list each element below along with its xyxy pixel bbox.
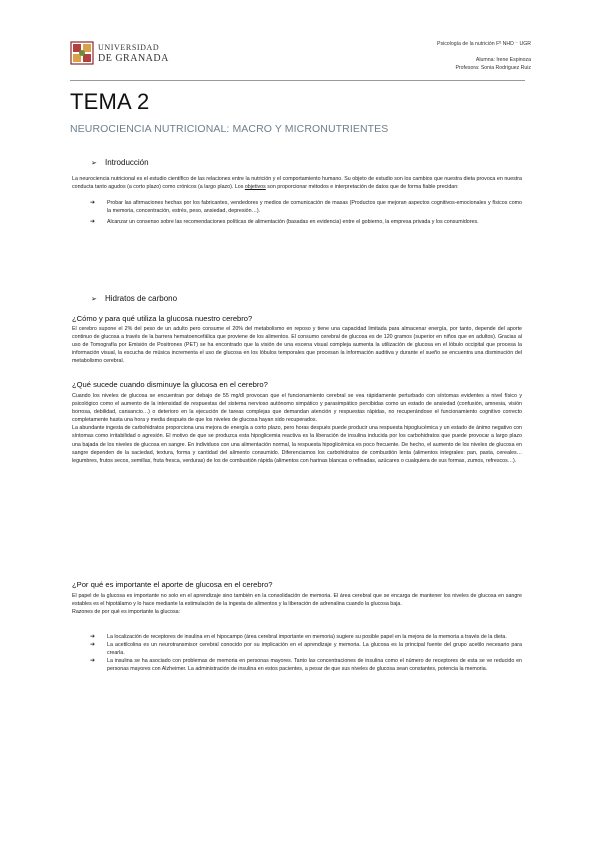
q3-bullet-3: La insulina se ha asociado con problemas de memoria en personas mayores. Tanto las concentraciones de insulina como el número de receptores de esta se ve reducido en personas mayores con Alzheimer. La administración de insulina en estos pacientes, a pesar de que sus niveles de glucosa sean constantes, potencia la memoria. — [107, 658, 522, 673]
q3-bullet-1: La localización de receptores de insulina en el hipocampo (área cerebral importante en memoria) sugiere su posible papel en la mejora de la memoria a través de la dieta. — [107, 634, 507, 640]
section-heading-intro — [91, 158, 149, 167]
university-crest-icon — [70, 41, 94, 65]
intro-heading-text: Introducción — [105, 158, 149, 167]
list-item — [90, 218, 522, 226]
student-label: Alumna: Irene Espinoza — [475, 57, 531, 63]
intro-paragraph — [72, 175, 522, 191]
q3-bullet-list — [90, 633, 522, 673]
q2-text-2: La abundante ingesta de carbohidratos proporciona una mejora de energía a corto plazo, pero horas después puede producir una respuesta hipoglucémica y un estado de ánimo negativo con síntomas como irritabilidad o agresión. El motivo de que se produzca esta hipoglicemia reactiva es la liberación de insulina inducida por los carbohidratos que puede provocar a largo plazo una bajada de los niveles de glucosa en sangre. En individuos con una alimentación normal, la respuesta hipoglicémica es poco frecuente. De hecho, el aumento de los niveles de glucosa en sangre dependen de la saciedad, textura, forma y cantidad del alimento consumido. Diferenciamos los carbohidratos de combustión lenta (alimentos integrales: pan, pasta, cereales… legumbres, frutos secos, semillas, fruta fresca, verduras) de los de combustión rápida (alimentos con harinas blancas o refinadas, azúcares o cualquiera de sus formas, zumos, refrescos…). — [72, 425, 522, 464]
q3-text-1: El papel de la glucosa es importante no solo en el aprendizaje sino también en la consolidación de memoria. El área cerebral que se encarga de mantener los niveles de glucosa en sangre estables es el hipotálamo y lo hace mediante la estimulación de la ingesta de alimentos y la liberación de adrenalina cuando la glucosa baja. — [72, 593, 522, 608]
q1-paragraph — [72, 325, 522, 365]
section-arrow-icon: ➢ — [91, 160, 97, 167]
intro-bullet-list — [90, 199, 522, 226]
bullet-arrow-icon: ➔ — [90, 200, 96, 206]
header-divider — [70, 80, 525, 81]
course-label: Psicología de la nutrición Fº NHD ⁻ UGR — [436, 41, 531, 47]
question-heading-2: ¿Qué sucede cuando disminuye la glucosa en el cerebro? — [72, 380, 268, 389]
list-item — [90, 199, 522, 215]
q2-paragraphs — [72, 392, 522, 465]
list-item — [90, 657, 522, 673]
university-logo — [70, 41, 180, 67]
objectives-link-text: objetivos — [244, 184, 266, 191]
question-heading-3: ¿Por qué es importante el aporte de glucosa en el cerebro? — [72, 580, 273, 589]
q3-text-2: Razones de por qué es importante la glucosa: — [72, 609, 181, 616]
section-arrow-icon: ➢ — [91, 296, 97, 303]
question-heading-1: ¿Cómo y para qué utiliza la glucosa nuestro cerebro? — [72, 314, 253, 323]
bullet-arrow-icon: ➔ — [90, 658, 96, 665]
university-name-line1: UNIVERSIDAD — [98, 43, 160, 52]
carbs-heading-text: Hidratos de carbono — [105, 294, 178, 303]
section-heading-carbs — [91, 294, 177, 303]
intro-p1-end: son proporcionar métodos e interpretación de datos que de forma fiable precidan: — [267, 184, 459, 191]
intro-p1: La neurociencia nutricional es el estudio científico de las relaciones entre la nutrición y el comportamiento humano. Su objeto de estudio son los cambios que nuestra dieta provoca en nuestra conducta tanto agudos (a corto plazo) como crónicos (a largo plazo). Los — [72, 176, 522, 191]
q3-paragraphs — [72, 592, 522, 616]
intro-bullet-2: Alcanzar un consenso sobre las recomendaciones políticas de alimentación (basadas en evidencia) entre el gobierno, la empresa privada y los consumidores. — [107, 219, 479, 226]
q2-text-1: Cuando los niveles de glucosa se encuentran por debajo de 55 mg/dl provocan que el funcionamiento cerebral se vea rápidamente perturbado con síntomas evidentes a nivel físico y psicológico como el aumento de la intensidad de respuestas del sistema nervioso autónomo simpático y parasimpático percibidas como un estado de ansiedad (confusión, amnesia, visión borrosa, debilidad, cansancio…) o deterioro en la ejecución de tareas complejas que demandan atención y respuestas rápidas, no recuperándose el funcionamiento cognitivo correcto completamente hasta una hora y media después de que los niveles de glucosa hayan sido recuperados. — [72, 393, 522, 424]
intro-bullet-1: Probar las afirmaciones hechas por los fabricantes, vendedores y medios de comunicación de masas (Productos que mejoran aspectos cognitivos-emocionales y físicos como la memoria, concentración, estrés, peso, ansiedad, depresión…). — [107, 200, 522, 215]
q3-bullet-2: La acetilcolina es un neurotransmisor cerebral conocido por su implicación en el aprendizaje y memoria. La glucosa es la principal fuente del grupo acetilo necesario para crearla. — [107, 642, 522, 657]
bullet-arrow-icon: ➔ — [90, 642, 96, 649]
bullet-arrow-icon: ➔ — [90, 634, 96, 640]
page-subtitle: NEUROCIENCIA NUTRICIONAL: MACRO Y MICRONUTRIENTES — [70, 123, 389, 135]
q1-text: El cerebro supone el 2% del peso de un adulto pero consume el 20% del metabolismo en reposo y tiene una capacidad limitada para almacenar energía, por tanto, depende del aporte continuo de glucosa a través de la barrera hematoencefálica que proviene de los alimentos. El consumo cerebral de glucosa es de 120 gramos (superior en niños que en adultos). Gracias al uso de Tomografía por Emisión de Positrones (PET) se ha encontrado que la visión de una escena visual compleja aumenta la utilización de glucosa en el lóbulo occipital que procesa la información visual, la escucha de música incrementa el uso de glucosa en los lóbulos temporales que procesan la información auditiva y durante el sueño se encuentra una disminución del metabolismo cerebral. — [72, 326, 522, 365]
list-item — [90, 633, 522, 641]
university-name-line2: DE GRANADA — [98, 53, 169, 64]
bullet-arrow-icon: ➔ — [90, 219, 96, 226]
professor-label: Profesora: Sonia Rodriguez Ruiz — [455, 65, 531, 71]
page-title: TEMA 2 — [70, 89, 150, 114]
list-item — [90, 641, 522, 657]
